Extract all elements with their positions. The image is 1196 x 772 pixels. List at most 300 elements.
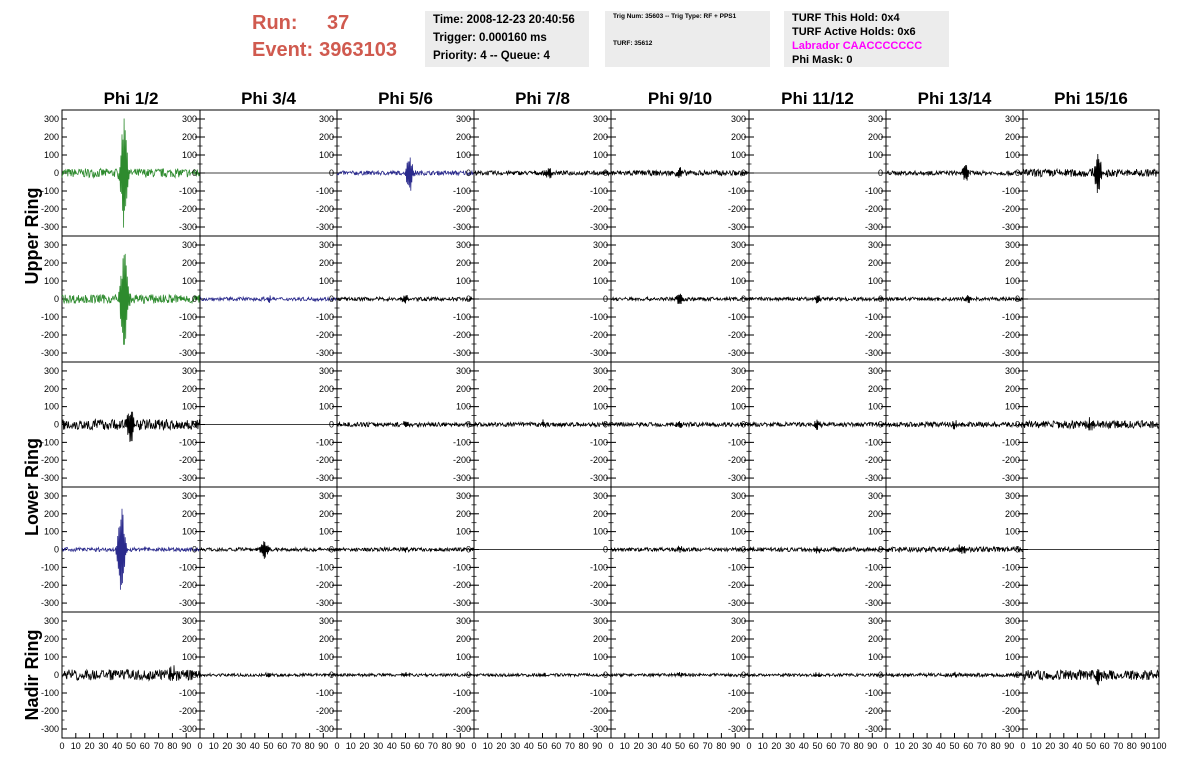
- y-tick-label: 0: [602, 544, 608, 555]
- waveform-trace: [1023, 669, 1159, 685]
- y-tick-label: 300: [455, 114, 471, 124]
- y-tick-label: -100: [452, 437, 471, 448]
- y-tick-label: 200: [867, 132, 883, 142]
- y-tick-label: -300: [40, 598, 59, 609]
- waveform-trace: [337, 672, 474, 677]
- x-tick-label: 20: [908, 741, 919, 751]
- x-tick-label: 50: [400, 741, 411, 751]
- x-tick-label: 40: [935, 741, 946, 751]
- y-tick-label: -300: [864, 222, 883, 232]
- y-tick-label: 300: [318, 616, 334, 626]
- y-tick-label: 300: [181, 240, 197, 250]
- y-tick-label: -100: [864, 312, 883, 322]
- y-tick-label: 200: [318, 132, 334, 142]
- y-tick-label: 0: [465, 419, 471, 430]
- y-tick-label: -200: [452, 706, 471, 716]
- y-tick-label: 100: [730, 652, 746, 662]
- y-tick-label: 100: [592, 150, 608, 160]
- y-tick-label: -200: [864, 580, 883, 591]
- y-tick-label: 0: [877, 294, 883, 304]
- y-tick-label: -200: [727, 706, 746, 716]
- y-tick-label: -100: [452, 186, 471, 196]
- y-tick-label: 0: [740, 168, 746, 178]
- y-tick-label: -200: [452, 330, 471, 340]
- waveform-trace: [886, 672, 1023, 678]
- x-tick-label: 100: [1151, 741, 1167, 751]
- x-tick-label: 80: [990, 741, 1001, 751]
- priority-text: Priority: 4 -- Queue: 4: [433, 50, 550, 62]
- y-tick-label: 0: [191, 419, 197, 430]
- y-tick-label: 100: [455, 652, 471, 662]
- y-tick-label: -300: [1001, 348, 1020, 358]
- y-tick-label: 0: [740, 670, 746, 680]
- y-tick-label: 0: [465, 168, 471, 178]
- y-tick-label: -300: [1001, 598, 1020, 609]
- waveform-trace: [62, 509, 200, 590]
- y-tick-label: -200: [452, 204, 471, 214]
- y-tick-label: 300: [867, 365, 883, 376]
- waveform-trace: [611, 294, 749, 304]
- x-tick-label: 40: [661, 741, 672, 751]
- y-tick-label: 100: [730, 401, 746, 412]
- column-title: Phi 7/8: [515, 89, 570, 108]
- y-tick-label: 200: [730, 508, 746, 519]
- turf-num-text: TURF: 35612: [613, 40, 653, 47]
- y-tick-label: -300: [315, 348, 334, 358]
- x-tick-label: 30: [373, 741, 384, 751]
- y-tick-label: -100: [727, 186, 746, 196]
- y-tick-label: 0: [877, 670, 883, 680]
- y-tick-label: 0: [1014, 544, 1020, 555]
- y-tick-label: -100: [589, 312, 608, 322]
- y-tick-label: 200: [318, 383, 334, 394]
- y-tick-label: -200: [864, 706, 883, 716]
- waveform-trace: [886, 545, 1023, 554]
- y-tick-label: 300: [43, 365, 59, 376]
- y-tick-label: 200: [455, 508, 471, 519]
- y-tick-label: 100: [1004, 526, 1020, 537]
- waveform-trace: [611, 167, 749, 178]
- trigger-text: Trigger: 0.000160 ms: [433, 32, 547, 44]
- y-tick-label: -300: [315, 473, 334, 484]
- x-tick-label: 10: [757, 741, 768, 751]
- y-tick-label: -300: [589, 222, 608, 232]
- column-title: Phi 1/2: [103, 89, 159, 108]
- y-tick-label: 100: [592, 526, 608, 537]
- y-tick-label: -300: [452, 724, 471, 734]
- y-tick-label: -100: [315, 562, 334, 573]
- y-tick-label: -200: [1001, 706, 1020, 716]
- y-tick-label: 0: [465, 294, 471, 304]
- x-tick-label: 0: [1020, 741, 1026, 751]
- x-tick-label: 30: [785, 741, 796, 751]
- y-tick-label: 200: [43, 132, 59, 142]
- y-tick-label: 100: [43, 401, 59, 412]
- y-tick-label: -200: [589, 330, 608, 340]
- y-tick-label: -200: [452, 580, 471, 591]
- x-tick-label: 80: [578, 741, 589, 751]
- x-tick-label: 90: [455, 741, 466, 751]
- waveform-trace: [200, 295, 337, 303]
- x-tick-label: 40: [798, 741, 809, 751]
- y-tick-label: 200: [318, 634, 334, 644]
- y-tick-label: -100: [864, 562, 883, 573]
- x-tick-label: 80: [167, 741, 178, 751]
- y-tick-label: 0: [1014, 168, 1020, 178]
- waveform-trace: [1023, 154, 1159, 193]
- y-tick-label: -300: [40, 348, 59, 358]
- y-tick-label: -300: [864, 724, 883, 734]
- x-tick-label: 10: [619, 741, 630, 751]
- y-tick-label: -300: [178, 598, 197, 609]
- y-tick-label: 100: [730, 150, 746, 160]
- y-tick-label: 300: [592, 240, 608, 250]
- y-tick-label: 200: [181, 508, 197, 519]
- y-tick-label: -200: [315, 330, 334, 340]
- y-tick-label: 200: [730, 383, 746, 394]
- y-tick-label: 0: [191, 544, 197, 555]
- y-tick-label: 300: [730, 240, 746, 250]
- y-tick-label: -100: [1001, 186, 1020, 196]
- column-title: Phi 5/6: [378, 89, 433, 108]
- x-tick-label: 0: [334, 741, 340, 751]
- y-tick-label: 100: [455, 276, 471, 286]
- y-tick-label: 300: [867, 490, 883, 501]
- y-tick-label: -300: [864, 473, 883, 484]
- y-tick-label: 200: [1004, 634, 1020, 644]
- y-tick-label: -100: [452, 312, 471, 322]
- y-tick-label: 0: [740, 294, 746, 304]
- y-tick-label: 0: [328, 419, 334, 430]
- y-tick-label: 0: [191, 168, 197, 178]
- y-tick-label: -100: [178, 312, 197, 322]
- y-tick-label: 300: [455, 616, 471, 626]
- y-tick-label: 0: [328, 544, 334, 555]
- x-tick-label: 90: [592, 741, 603, 751]
- y-tick-label: -300: [178, 222, 197, 232]
- y-tick-label: -100: [315, 312, 334, 322]
- waveform-trace: [474, 673, 611, 677]
- y-tick-label: 200: [455, 258, 471, 268]
- y-tick-label: -200: [589, 204, 608, 214]
- y-tick-label: 300: [455, 240, 471, 250]
- y-tick-label: 300: [455, 490, 471, 501]
- y-tick-label: -300: [452, 473, 471, 484]
- y-tick-label: 100: [318, 150, 334, 160]
- waveform-trace: [1023, 417, 1159, 430]
- x-tick-label: 30: [922, 741, 933, 751]
- y-tick-label: -100: [1001, 312, 1020, 322]
- x-tick-label: 70: [290, 741, 301, 751]
- y-tick-label: -100: [178, 562, 197, 573]
- y-tick-label: -200: [40, 330, 59, 340]
- y-tick-label: 100: [318, 652, 334, 662]
- y-tick-label: 100: [43, 276, 59, 286]
- y-tick-label: 300: [1004, 490, 1020, 501]
- turf-this-hold: TURF This Hold: 0x4: [792, 12, 900, 24]
- ring-label: Upper Ring: [22, 187, 42, 285]
- x-tick-label: 60: [551, 741, 562, 751]
- y-tick-label: 0: [328, 168, 334, 178]
- x-tick-label: 50: [1085, 741, 1097, 751]
- event-label: Event:: [252, 39, 314, 61]
- waveform-trace: [886, 165, 1023, 181]
- y-tick-label: 100: [1004, 401, 1020, 412]
- waveform-trace: [474, 419, 611, 427]
- y-tick-label: -300: [727, 473, 746, 484]
- y-tick-label: 300: [1004, 240, 1020, 250]
- trig-num-text: Trig Num: 35603 -- Trig Type: RF + PPS1: [613, 13, 737, 20]
- y-tick-label: -300: [589, 724, 608, 734]
- y-tick-label: -200: [452, 455, 471, 466]
- y-tick-label: 0: [191, 670, 197, 680]
- y-tick-label: -300: [727, 222, 746, 232]
- y-tick-label: -100: [1001, 437, 1020, 448]
- y-tick-label: 0: [465, 544, 471, 555]
- waveform-trace: [611, 672, 749, 677]
- column-title: Phi 15/16: [1054, 89, 1128, 108]
- waveform-trace: [749, 546, 886, 553]
- y-tick-label: -100: [727, 688, 746, 698]
- y-tick-label: 200: [318, 258, 334, 268]
- y-tick-label: -200: [727, 455, 746, 466]
- waveform-trace: [749, 295, 886, 303]
- y-tick-label: 300: [592, 114, 608, 124]
- y-tick-label: -300: [178, 473, 197, 484]
- y-tick-label: 0: [328, 670, 334, 680]
- waveform-trace: [200, 541, 337, 559]
- y-tick-label: 0: [328, 294, 334, 304]
- y-tick-label: 200: [1004, 383, 1020, 394]
- y-tick-label: 300: [181, 114, 197, 124]
- y-tick-label: 300: [1004, 616, 1020, 626]
- waveform-trace: [749, 672, 886, 677]
- y-tick-label: 0: [53, 544, 59, 555]
- y-tick-label: 300: [181, 365, 197, 376]
- phi-mask-text: Phi Mask: 0: [792, 54, 853, 66]
- y-tick-label: -200: [40, 706, 59, 716]
- x-tick-label: 40: [386, 741, 397, 751]
- y-tick-label: 100: [730, 276, 746, 286]
- x-tick-label: 60: [826, 741, 837, 751]
- y-tick-label: -100: [1001, 688, 1020, 698]
- y-tick-label: 0: [877, 419, 883, 430]
- y-tick-label: -200: [40, 204, 59, 214]
- x-tick-label: 40: [112, 741, 123, 751]
- x-tick-label: 70: [1113, 741, 1124, 751]
- y-tick-label: 200: [181, 634, 197, 644]
- y-tick-label: -200: [40, 455, 59, 466]
- y-tick-label: -200: [589, 580, 608, 591]
- y-tick-label: 100: [867, 526, 883, 537]
- y-tick-label: 300: [455, 365, 471, 376]
- x-tick-label: 90: [730, 741, 741, 751]
- y-tick-label: 200: [181, 258, 197, 268]
- x-tick-label: 50: [812, 741, 823, 751]
- run-value: 37: [327, 12, 350, 34]
- panel-frame: [886, 110, 1023, 236]
- waveform-trace: [749, 420, 886, 430]
- y-tick-label: -100: [40, 186, 59, 196]
- y-tick-label: 200: [730, 634, 746, 644]
- y-tick-label: -300: [864, 348, 883, 358]
- y-tick-label: 300: [730, 365, 746, 376]
- x-tick-label: 40: [249, 741, 260, 751]
- y-tick-label: 200: [592, 383, 608, 394]
- y-tick-label: 100: [730, 526, 746, 537]
- x-tick-label: 90: [867, 741, 878, 751]
- x-tick-label: 90: [318, 741, 329, 751]
- y-tick-label: -300: [589, 598, 608, 609]
- x-tick-label: 70: [564, 741, 575, 751]
- y-tick-label: -300: [452, 598, 471, 609]
- y-tick-label: -300: [178, 348, 197, 358]
- x-tick-label: 70: [702, 741, 713, 751]
- y-tick-label: -200: [178, 455, 197, 466]
- y-tick-label: -200: [315, 706, 334, 716]
- y-tick-label: -100: [40, 688, 59, 698]
- x-tick-label: 90: [181, 741, 192, 751]
- y-tick-label: -200: [864, 204, 883, 214]
- y-tick-label: 300: [730, 490, 746, 501]
- y-tick-label: 300: [592, 490, 608, 501]
- waveform-trace: [611, 421, 749, 428]
- y-tick-label: -100: [727, 312, 746, 322]
- y-tick-label: 200: [1004, 132, 1020, 142]
- y-tick-label: -100: [178, 688, 197, 698]
- y-tick-label: -300: [40, 222, 59, 232]
- y-tick-label: 0: [602, 294, 608, 304]
- x-tick-label: 30: [236, 741, 247, 751]
- y-tick-label: 0: [53, 670, 59, 680]
- y-tick-label: 300: [318, 490, 334, 501]
- y-tick-label: 200: [1004, 508, 1020, 519]
- y-tick-label: 300: [1004, 114, 1020, 124]
- y-tick-label: 100: [181, 150, 197, 160]
- y-tick-label: 300: [592, 365, 608, 376]
- labrador-text: Labrador CAACCCCCCC: [792, 40, 923, 52]
- x-tick-label: 0: [197, 741, 203, 751]
- y-tick-label: 100: [1004, 652, 1020, 662]
- x-tick-label: 10: [208, 741, 219, 751]
- y-tick-label: -300: [727, 348, 746, 358]
- x-tick-label: 20: [1045, 741, 1056, 751]
- y-tick-label: -100: [864, 688, 883, 698]
- y-tick-label: -200: [40, 580, 59, 591]
- x-tick-label: 50: [263, 741, 274, 751]
- y-tick-label: 200: [43, 258, 59, 268]
- y-tick-label: -100: [589, 688, 608, 698]
- x-tick-label: 70: [153, 741, 164, 751]
- x-tick-label: 0: [471, 741, 477, 751]
- x-tick-label: 60: [1099, 741, 1110, 751]
- y-tick-label: 0: [1014, 670, 1020, 680]
- column-title: Phi 9/10: [647, 89, 713, 108]
- y-tick-label: 200: [43, 508, 59, 519]
- y-tick-label: 200: [867, 508, 883, 519]
- y-tick-label: 100: [455, 150, 471, 160]
- y-tick-label: 200: [181, 383, 197, 394]
- y-tick-label: 100: [455, 401, 471, 412]
- y-tick-label: 200: [43, 634, 59, 644]
- y-tick-label: 0: [877, 544, 883, 555]
- column-title: Phi 3/4: [241, 89, 296, 108]
- y-tick-label: -100: [864, 437, 883, 448]
- y-tick-label: 100: [867, 276, 883, 286]
- x-tick-label: 70: [427, 741, 438, 751]
- y-tick-label: 300: [1004, 365, 1020, 376]
- y-tick-label: -200: [1001, 455, 1020, 466]
- x-tick-label: 70: [976, 741, 987, 751]
- y-tick-label: 100: [318, 276, 334, 286]
- x-tick-label: 90: [1140, 741, 1151, 751]
- x-tick-label: 60: [963, 741, 974, 751]
- y-tick-label: -200: [178, 706, 197, 716]
- x-tick-label: 80: [441, 741, 452, 751]
- y-tick-label: 100: [1004, 276, 1020, 286]
- y-tick-label: -200: [727, 580, 746, 591]
- y-tick-label: 200: [730, 258, 746, 268]
- waveform-trace: [474, 168, 611, 178]
- y-tick-label: 200: [592, 634, 608, 644]
- x-tick-label: 50: [949, 741, 960, 751]
- y-tick-label: 100: [455, 526, 471, 537]
- y-tick-label: 100: [867, 401, 883, 412]
- x-tick-label: 60: [139, 741, 150, 751]
- y-tick-label: 300: [867, 240, 883, 250]
- y-tick-label: -300: [315, 598, 334, 609]
- x-tick-label: 20: [84, 741, 95, 751]
- y-tick-label: -300: [1001, 222, 1020, 232]
- y-tick-label: -100: [40, 437, 59, 448]
- x-tick-label: 0: [59, 741, 65, 751]
- x-tick-label: 80: [716, 741, 727, 751]
- y-tick-label: -300: [40, 473, 59, 484]
- y-tick-label: -300: [1001, 473, 1020, 484]
- x-tick-label: 90: [1004, 741, 1015, 751]
- y-tick-label: 300: [318, 365, 334, 376]
- y-tick-label: 0: [53, 419, 59, 430]
- x-tick-label: 20: [359, 741, 370, 751]
- x-tick-label: 60: [277, 741, 288, 751]
- y-tick-label: 300: [318, 240, 334, 250]
- y-tick-label: 200: [592, 508, 608, 519]
- y-tick-label: 200: [455, 383, 471, 394]
- y-tick-label: 300: [181, 616, 197, 626]
- y-tick-label: 300: [43, 490, 59, 501]
- y-tick-label: 200: [867, 383, 883, 394]
- column-title: Phi 13/14: [917, 89, 992, 108]
- y-tick-label: -200: [315, 204, 334, 214]
- y-tick-label: 300: [867, 616, 883, 626]
- y-tick-label: -100: [1001, 562, 1020, 573]
- y-tick-label: 0: [191, 294, 197, 304]
- y-tick-label: 0: [877, 168, 883, 178]
- column-title: Phi 11/12: [781, 89, 854, 108]
- x-tick-label: 50: [125, 741, 137, 751]
- x-tick-label: 20: [633, 741, 644, 751]
- y-tick-label: 0: [53, 294, 59, 304]
- y-tick-label: -200: [1001, 330, 1020, 340]
- event-value: 3963103: [319, 39, 397, 61]
- x-tick-label: 20: [222, 741, 233, 751]
- y-tick-label: -100: [315, 688, 334, 698]
- y-tick-label: 200: [730, 132, 746, 142]
- ring-label: Nadir Ring: [22, 629, 42, 721]
- x-tick-label: 60: [688, 741, 699, 751]
- x-tick-label: 80: [1126, 741, 1137, 751]
- y-tick-label: 0: [465, 670, 471, 680]
